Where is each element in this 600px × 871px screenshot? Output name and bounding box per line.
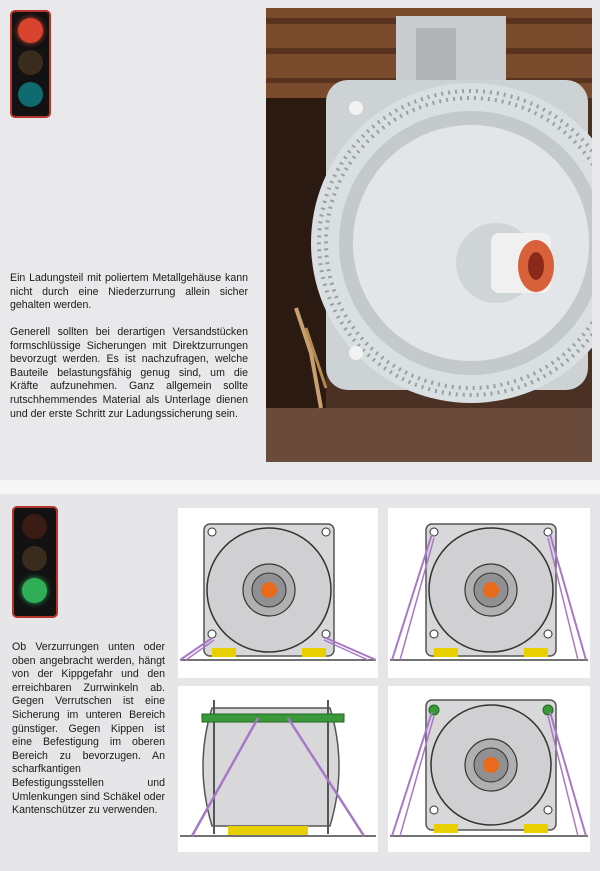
diagram-front-top-lashing [388, 686, 590, 852]
diagram-front-upper-lashing-graphic [388, 508, 590, 678]
traffic-light-green [12, 506, 58, 618]
diagram-side-cross-lashing-graphic [178, 686, 378, 852]
amber-lamp [18, 50, 43, 75]
diagram-front-lower-lashing [178, 508, 378, 678]
bottom-panel [0, 494, 600, 871]
red-lamp [22, 514, 47, 539]
panel-divider [0, 480, 600, 494]
red-lamp [18, 18, 43, 43]
intro-paragraph: Ein Ladungsteil mit poliertem Metallgehäuse kann nicht durch eine Niederzurrung allein sicher gehalten werden. [10, 272, 248, 312]
lashing-paragraph: Ob Verzurrungen unten oder oben angebracht werden, hängt von der Kippgefahr und den erreichbaren Zurrwinkeln ab. Gegen Verrutschen ist eine Sicherung im unteren Bereich günstiger. Gegen Kippen ist eine Befestigung im oberen Bereich zu bevorzugen. An scharfkantigen Befestigungsstellen und Umlenkungen sind Schäkel oder Kantenschützer zu verwenden. [12, 641, 165, 817]
amber-lamp [22, 546, 47, 571]
traffic-light-red [10, 10, 51, 118]
motor-photo-illustration [266, 8, 592, 462]
green-lamp [18, 82, 43, 107]
diagram-front-lower-lashing-graphic [178, 508, 378, 678]
guidance-paragraph: Generell sollten bei derartigen Versandstücken formschlüssige Sicherungen mit Direktzurrungen bevorzugt werden. Es ist nachzufragen, welche Bauteile belastungsfähig genug sind, um die Kräfte aufzunehmen. Ganz allgemein sollte rutschhemmendes Material als Unterlage dienen und der erste Schritt zur Ladungssicherung sein. [10, 326, 248, 420]
green-lamp [22, 578, 47, 603]
motor-photo [266, 8, 592, 462]
diagram-front-upper-lashing [388, 508, 590, 678]
diagram-side-cross-lashing [178, 686, 378, 852]
diagram-front-top-lashing-graphic [388, 686, 590, 852]
